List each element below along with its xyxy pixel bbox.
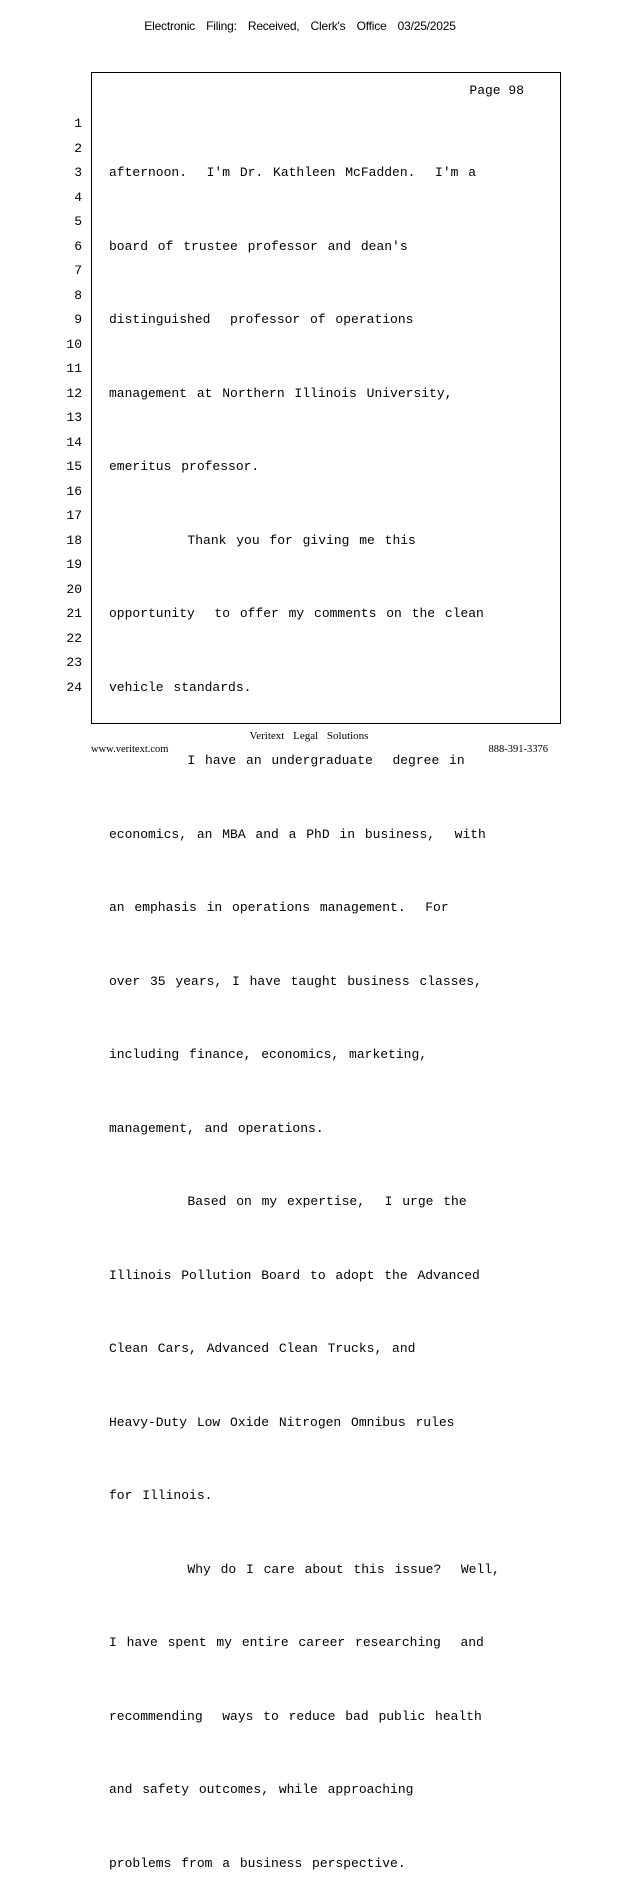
transcript-line: and safety outcomes, while approaching [109,1782,414,1797]
footer-company: Veritext Legal Solutions [249,730,369,742]
transcript-line: Heavy-Duty Low Oxide Nitrogen Omnibus rules [109,1414,455,1430]
transcript-line: an emphasis in operations management. For [109,900,449,915]
transcript-line: Illinois Pollution Board to adopt the Advanced [109,1267,480,1283]
transcript-line: board of trustee professor and dean's [109,238,408,254]
line-number: 13 [66,410,82,425]
transcript-text [109,112,549,1901]
line-number: 7 [74,263,82,278]
line-number: 10 [66,336,82,352]
line-number: 6 [74,238,82,254]
transcript-line: vehicle standards. [109,679,252,695]
line-number: 5 [74,214,82,229]
transcript-line: I have an undergraduate degree in [109,753,465,768]
transcript-line: afternoon. I'm Dr. Kathleen McFadden. I'm a [109,165,477,180]
transcript-line: emeritus professor. [109,459,260,474]
transcript-line: Based on my expertise, I urge the [109,1194,467,1209]
transcript-line: I have spent my entire career researching and [109,1635,484,1650]
transcript-line: Thank you for giving me this [109,532,416,548]
line-number: 11 [66,361,82,376]
line-number: 12 [66,385,82,401]
footer-phone: 888-391-3376 [488,744,548,755]
line-number: 8 [74,287,82,303]
transcript-line: recommending ways to reduce bad public health [109,1708,482,1724]
line-number: 2 [74,140,82,156]
transcript-line: Why do I care about this issue? Well, [109,1561,500,1577]
line-number: 4 [74,189,82,205]
line-number: 9 [74,312,82,327]
line-number: 21 [66,606,82,621]
line-number: 15 [66,459,82,474]
filing-stamp: Electronic Filing: Received, Clerk's Office 03/25/2025 [144,19,456,33]
transcript-line: distinguished professor of operations [109,312,414,327]
line-number: 17 [66,508,82,523]
line-number: 16 [66,483,82,499]
transcript-line: economics, an MBA and a PhD in business, with [109,826,486,842]
transcript-line: management at Northern Illinois University, [109,385,453,401]
line-number: 20 [66,581,82,597]
transcript-line: opportunity to offer my comments on the clean [109,606,484,621]
page-number: Page 98 [469,83,524,98]
line-number: 19 [66,557,82,572]
line-number: 3 [74,165,82,180]
transcript-line: management, and operations. [109,1120,324,1136]
line-number-column [60,112,82,700]
line-number: 1 [74,116,82,131]
footer-website: www.veritext.com [91,744,169,755]
transcript-line: problems from a business perspective. [109,1855,406,1871]
transcript-line: for Illinois. [109,1488,213,1503]
line-number: 23 [66,655,82,670]
line-number: 24 [66,679,82,695]
transcript-line: over 35 years, I have taught business classes, [109,973,482,989]
line-number: 14 [66,434,82,450]
line-number: 18 [66,532,82,548]
transcript-line: including finance, economics, marketing, [109,1047,428,1062]
transcript-line: Clean Cars, Advanced Clean Trucks, and [109,1341,416,1356]
line-number: 22 [66,630,82,646]
